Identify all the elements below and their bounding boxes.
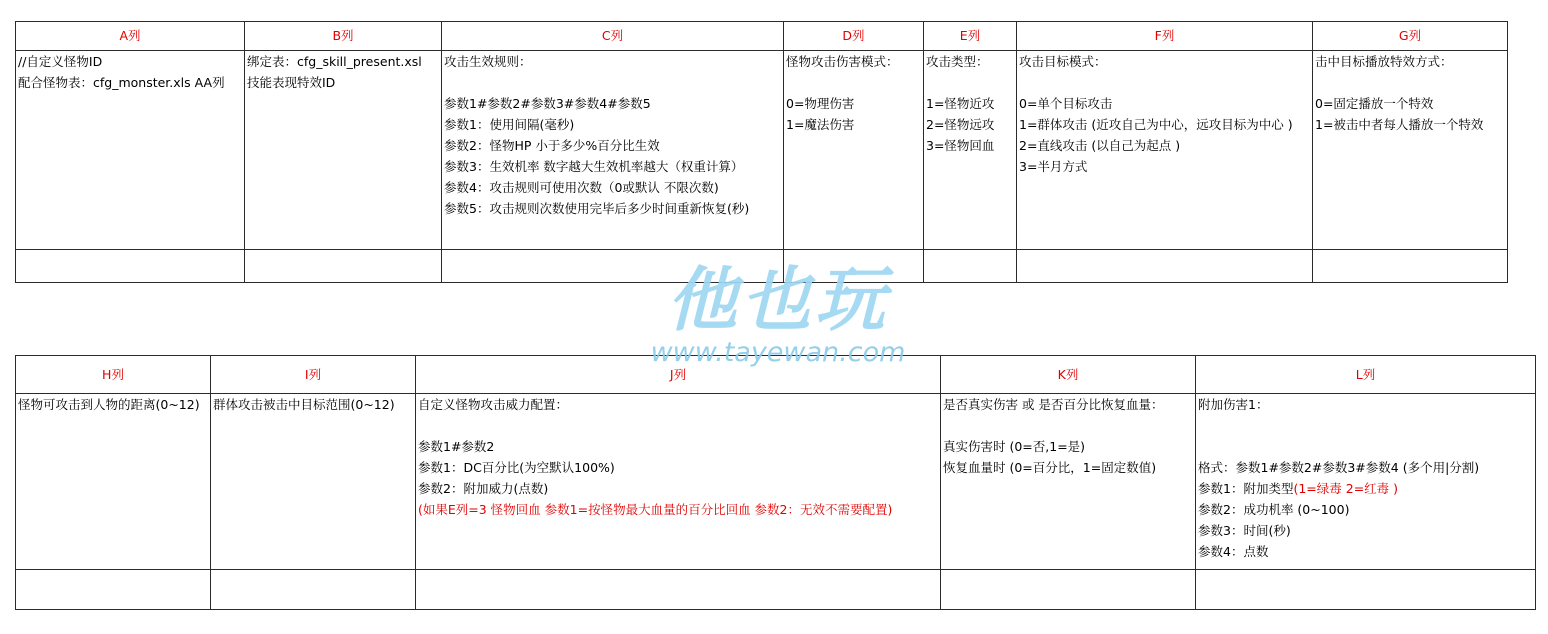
cell-f-line-2 <box>1019 72 1310 93</box>
cell-j-note: (如果E列=3 怪物回血 参数1=按怪物最大血量的百分比回血 参数2：无效不需要配置) <box>418 502 893 517</box>
cell-e-desc <box>924 51 1017 250</box>
cell-b-line-1: 绑定表：cfg_skill_present.xsl <box>247 54 422 69</box>
cell-l-desc <box>1196 394 1536 570</box>
cell-k-line-1: 是否真实伤害 或 是否百分比恢复血量： <box>943 397 1164 412</box>
cell-g-desc <box>1313 51 1508 250</box>
cell-c-line-2 <box>444 72 781 93</box>
empty-cell <box>1196 570 1536 610</box>
col-header-b: B列 <box>245 22 442 51</box>
cell-e-line-4: 2=怪物远攻 <box>926 117 995 132</box>
cell-k-line-4: 恢复血量时 (0=百分比，1=固定数值) <box>943 460 1157 475</box>
cell-a-desc <box>16 51 245 250</box>
col-header-l: L列 <box>1196 356 1536 394</box>
cell-l-line-8: 参数4：点数 <box>1198 544 1269 559</box>
cell-l-line-6: 参数2：成功机率 (0~100) <box>1198 502 1350 517</box>
cell-b-desc <box>245 51 442 250</box>
col-header-e: E列 <box>924 22 1017 51</box>
cell-d-desc <box>784 51 924 250</box>
cell-b-line-2: 技能表现特效ID <box>247 75 336 90</box>
cell-c-line-7: 参数4：攻击规则可使用次数（0或默认 不限次数) <box>444 180 719 195</box>
col-header-a: A列 <box>16 22 245 51</box>
cell-d-line-1: 怪物攻击伤害模式： <box>786 54 899 69</box>
cell-c-line-5: 参数2：怪物HP 小于多少%百分比生效 <box>444 138 660 153</box>
cell-c-line-3: 参数1#参数2#参数3#参数4#参数5 <box>444 96 651 111</box>
watermark-logo: 他也玩 <box>667 259 889 341</box>
cell-i-desc <box>211 394 416 570</box>
cell-l-line-2 <box>1198 415 1533 436</box>
empty-cell <box>245 250 442 283</box>
cell-j-line-5: 参数2：附加威力(点数) <box>418 481 549 496</box>
cell-c-line-6: 参数3：生效机率 数字越大生效机率越大（权重计算） <box>444 159 744 174</box>
col-header-k: K列 <box>941 356 1196 394</box>
empty-cell <box>16 570 211 610</box>
empty-cell <box>442 250 784 283</box>
cell-e-line-1: 攻击类型： <box>926 54 989 69</box>
cell-l-line-5 <box>1198 478 1533 499</box>
cell-l-type-label: 参数1：附加类型 <box>1198 481 1294 496</box>
cell-h-line-1: 怪物可攻击到人物的距离(0~12) <box>18 397 200 412</box>
cell-k-line-3: 真实伤害时 (0=否,1=是) <box>943 439 1086 454</box>
empty-cell <box>16 250 245 283</box>
cell-f-line-1: 攻击目标模式： <box>1019 54 1107 69</box>
cell-a-line-1: //自定义怪物ID <box>18 54 103 69</box>
cell-f-line-6: 3=半月方式 <box>1019 159 1088 174</box>
empty-cell <box>211 570 416 610</box>
cell-f-line-3: 0=单个目标攻击 <box>1019 96 1113 111</box>
col-header-f: F列 <box>1017 22 1313 51</box>
cell-d-line-3: 0=物理伤害 <box>786 96 855 111</box>
cell-l-line-3 <box>1198 436 1533 457</box>
cell-k-desc <box>941 394 1196 570</box>
cell-j-line-2 <box>418 415 938 436</box>
cell-f-desc <box>1017 51 1313 250</box>
col-header-c: C列 <box>442 22 784 51</box>
cell-k-line-2 <box>943 415 1193 436</box>
col-header-i: I列 <box>211 356 416 394</box>
cell-j-desc <box>416 394 941 570</box>
watermark-url: www.tayewan.com <box>650 337 906 368</box>
spec-table-bottom <box>15 355 1536 610</box>
empty-cell <box>1313 250 1508 283</box>
col-header-g: G列 <box>1313 22 1508 51</box>
cell-l-line-7: 参数3：时间(秒) <box>1198 523 1291 538</box>
col-header-j: J列 <box>416 356 941 394</box>
cell-d-line-4: 1=魔法伤害 <box>786 117 855 132</box>
cell-g-line-4: 1=被击中者每人播放一个特效 <box>1315 117 1484 132</box>
cell-j-line-4: 参数1：DC百分比(为空默认100%) <box>418 460 615 475</box>
cell-l-type-values: (1=绿毒 2=红毒 ) <box>1293 481 1399 496</box>
cell-c-line-1: 攻击生效规则： <box>444 54 532 69</box>
cell-d-line-2 <box>786 72 921 93</box>
cell-g-line-3: 0=固定播放一个特效 <box>1315 96 1434 111</box>
cell-c-desc <box>442 51 784 250</box>
empty-cell <box>784 250 924 283</box>
cell-g-line-2 <box>1315 72 1505 93</box>
cell-c-line-8: 参数5：攻击规则次数使用完毕后多少时间重新恢复(秒) <box>444 201 750 216</box>
cell-c-line-4: 参数1：使用间隔(毫秒) <box>444 117 575 132</box>
empty-cell <box>941 570 1196 610</box>
col-header-h: H列 <box>16 356 211 394</box>
cell-e-line-3: 1=怪物近攻 <box>926 96 995 111</box>
empty-cell <box>416 570 941 610</box>
cell-e-line-5: 3=怪物回血 <box>926 138 995 153</box>
empty-cell <box>924 250 1017 283</box>
spec-table-top <box>15 21 1508 283</box>
col-header-d: D列 <box>784 22 924 51</box>
cell-e-line-2 <box>926 72 1014 93</box>
cell-j-line-1: 自定义怪物攻击威力配置： <box>418 397 569 412</box>
cell-a-line-2: 配合怪物表：cfg_monster.xls AA列 <box>18 75 225 90</box>
cell-g-line-1: 击中目标播放特效方式： <box>1315 54 1453 69</box>
cell-j-line-3: 参数1#参数2 <box>418 439 495 454</box>
cell-f-line-4: 1=群体攻击 (近攻自己为中心，远攻目标为中心 ) <box>1019 117 1293 132</box>
cell-h-desc <box>16 394 211 570</box>
cell-f-line-5: 2=直线攻击 (以自己为起点 ) <box>1019 138 1181 153</box>
cell-l-line-1: 附加伤害1： <box>1198 397 1269 412</box>
cell-i-line-1: 群体攻击被击中目标范围(0~12) <box>213 397 395 412</box>
cell-l-line-4: 格式：参数1#参数2#参数3#参数4 (多个用|分割) <box>1198 460 1480 475</box>
empty-cell <box>1017 250 1313 283</box>
